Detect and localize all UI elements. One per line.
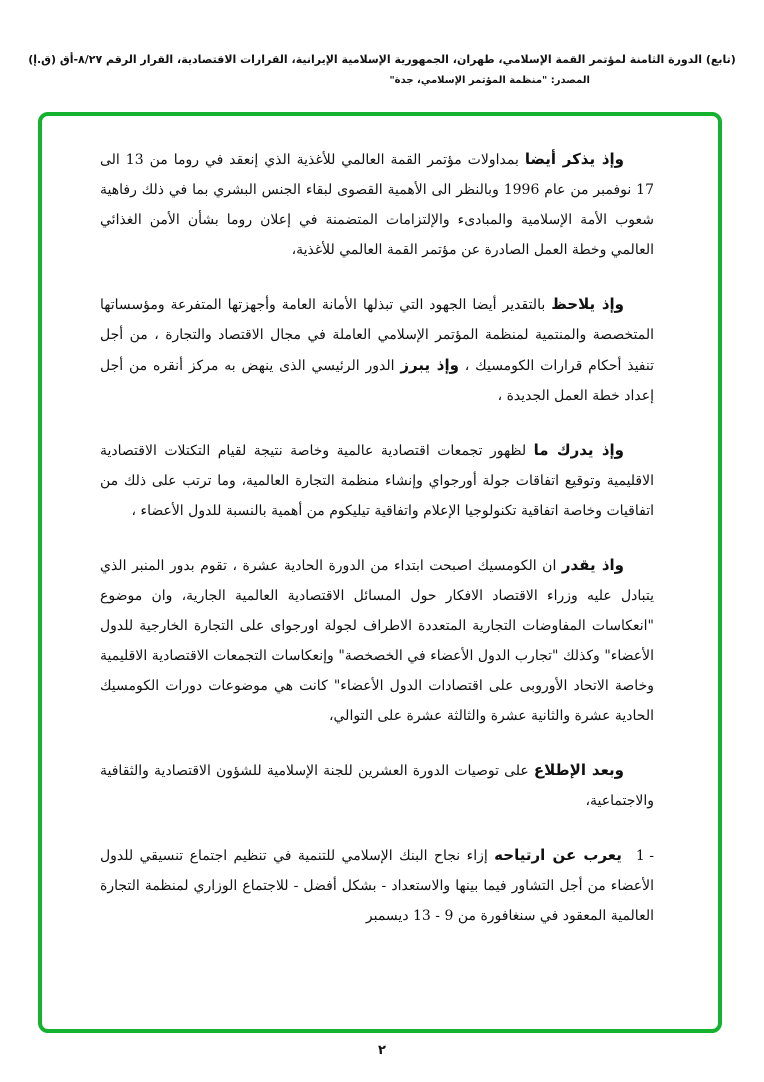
paragraph-text: بالتقدير أيضا الجهود التي تبذلها الأمانة العامة وأجهزتها المتفرعة ومؤسساتها المتخصصة والمنتمية لمنظمة المؤتمر الإسلامي العاملة في مجال الاقتصاد والتجارة ، من أجل تنفيذ أحكام قرارات الكومسيك ، <box>100 297 655 374</box>
document-body <box>100 144 654 931</box>
paragraph-recalls <box>100 144 654 265</box>
paragraph-text: ان الكومسيك اصبحت ابتداء من الدورة الحادية عشرة ، تقوم بدور المنبر الذي يتبادل عليه وزراء الاقتصاد الافكار حول المسائل الاقتصادية العالمية الجارية، وان موضوع "انعكاسات المفاوضات التجارية المتعددة الاطراف لجولة اورجواى على التجارة الخارجية للدول الأعضاء" وكذلك "تجارب الدول الأعضاء في الخصخصة" وإنعكاسات التجمعات الاقتصادية الاقليمية وخاصة الاتحاد الأوروبى على اقتصادات الدول الأعضاء" كانت هي موضوعات دورات الكومسيك الحادية عشرة والثانية عشرة والثالثة عشرة على التوالي، <box>100 558 654 724</box>
paragraph-lead: وإذ يذكر أيضا <box>524 150 624 168</box>
paragraph-text: على توصيات الدورة العشرين للجنة الإسلامية للشؤون الاقتصادية والثقافية والاجتماعية، <box>100 763 654 809</box>
header-title: (تابع) الدورة الثامنة لمؤتمر القمة الإسلامي، طهران، الجمهورية الإسلامية الإيرانية، القرارات الاقتصادية، القرار الرقم ٨/٢٧-أق (ق.إ) <box>28 53 736 66</box>
operative-item-1 <box>100 840 654 931</box>
document-header <box>24 52 740 88</box>
paragraph-inline-bold: وإذ يبرز <box>400 356 459 374</box>
paragraph-lead: وإذ يلاحظ <box>551 295 624 313</box>
paragraph-text: بمداولات مؤتمر القمة العالمي للأغذية الذي إنعقد في روما من 13 الى 17 نوفمبر من عام 1996 وبالنظر الى الأهمية القصوى لبقاء الجنس البشري بما في ذلك رفاهية شعوب الأمة الإسلامية والمبادىء والإلتزامات المتضمنة في إعلان روما بشأن الأمن الغذائي العالمي وخطة العمل الصادرة عن مؤتمر القمة العالمي للأغذية، <box>100 152 654 258</box>
item-lead: يعرب عن ارتياحه <box>494 846 622 864</box>
paragraph-text: لظهور تجمعات اقتصادية عالمية وخاصة نتيجة لقيام التكتلات الاقتصادية الاقليمية وتوقيع اتفاقات جولة أورجواي وإنشاء منظمة التجارة العالمية، وما ترتب على ذلك من اتفاقيات وخاصة اتفاقية تكنولوجيا الإعلام واتفاقية تيليكوم من أهمية بالنسبة للدول الأعضاء ، <box>100 443 654 519</box>
paragraph-lead: وإذ يدرك ما <box>533 441 624 459</box>
item-number: 1 - <box>635 848 654 864</box>
paragraph-having-reviewed <box>100 755 654 816</box>
paragraph-appreciates <box>100 550 654 731</box>
item-text: إزاء نجاح البنك الإسلامي للتنمية في تنظيم اجتماع تنسيقي للدول الأعضاء من أجل التشاور فيما بينها والاستعداد - بشكل أفضل - للاجتماع الوزاري لمنظمة التجارة العالمية المعقود في سنغافورة من 9 - 13 ديسمبر <box>100 848 654 924</box>
paragraph-realizes <box>100 435 654 526</box>
paragraph-lead: واذ يقدر <box>561 556 624 574</box>
paragraph-lead: وبعد الإطلاع <box>533 761 624 779</box>
page-number: ٢ <box>378 1043 386 1058</box>
header-source: المصدر: "منظمة المؤتمر الإسلامي، جدة" <box>389 75 590 86</box>
paragraph-notes <box>100 289 654 411</box>
paragraph-text-continued: الدور الرئيسي الذى ينهض به مركز أنقره من أجل إعداد خطة العمل الجديدة ، <box>100 358 654 404</box>
